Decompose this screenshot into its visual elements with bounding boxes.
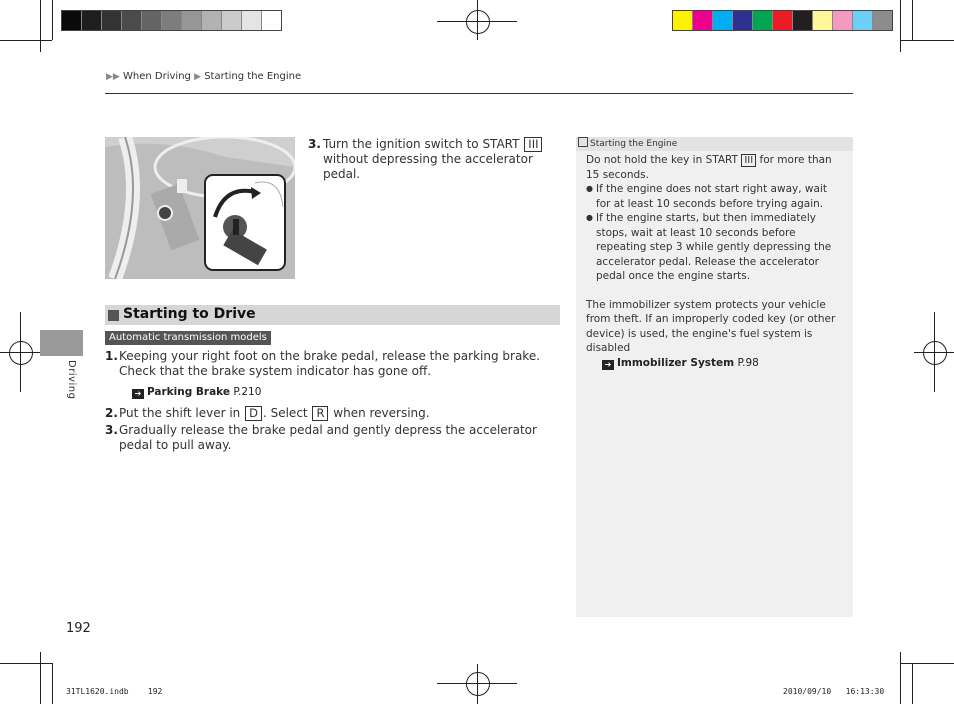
- list-item: [105, 406, 555, 421]
- color-swatch: [102, 11, 122, 30]
- footer-date: 2010/09/10: [783, 687, 832, 696]
- section-header: [105, 305, 560, 325]
- footer-page: 192: [147, 687, 163, 696]
- note-paragraph: [586, 153, 844, 182]
- color-swatch: [62, 11, 82, 30]
- reference-page: P.98: [737, 356, 759, 369]
- ignition-illustration: [105, 137, 295, 279]
- step-number: 2.: [105, 406, 118, 420]
- notes-body: [586, 153, 844, 370]
- parking-brake-reference[interactable]: [132, 385, 555, 400]
- step-text: Keeping your right foot on the brake pedal, release the parking brake. Check that the brake system indicator has gone off.: [119, 349, 541, 378]
- color-swatch: [813, 11, 833, 30]
- steps-list: [105, 349, 555, 453]
- notes-header: [576, 137, 853, 151]
- ignition-step: [308, 137, 558, 182]
- color-swatch: [142, 11, 162, 30]
- color-swatch: [853, 11, 873, 30]
- immobilizer-reference[interactable]: [602, 356, 844, 371]
- color-swatch: [262, 11, 281, 30]
- color-swatch: [82, 11, 102, 30]
- color-swatch: [833, 11, 853, 30]
- note-text: for more than 15 seconds.: [586, 154, 832, 181]
- list-item: ● If the engine does not start right away, wait for at least 10 seconds before trying again.: [586, 182, 844, 211]
- color-swatch: [673, 11, 693, 30]
- footer-time: 16:13:30: [845, 687, 885, 696]
- note-icon: [578, 137, 588, 147]
- color-swatch: [793, 11, 813, 30]
- notes-title: Starting the Engine: [590, 139, 678, 149]
- breadcrumb: [106, 71, 301, 82]
- notes-panel: [576, 137, 853, 617]
- header-rule: [105, 93, 853, 94]
- step-text: without depressing the accelerator pedal.: [323, 152, 533, 181]
- breadcrumb-arrow-icon: ▶▶: [106, 72, 120, 82]
- color-swatch: [122, 11, 142, 30]
- shift-position-d-key: D: [245, 406, 262, 421]
- footer-file: [66, 687, 162, 696]
- color-swatch: [873, 11, 892, 30]
- reference-arrow-icon: ➔: [602, 360, 614, 370]
- color-swatch: [182, 11, 202, 30]
- breadcrumb-arrow-icon: ▶: [194, 72, 202, 82]
- color-swatch: [753, 11, 773, 30]
- color-swatch: [713, 11, 733, 30]
- color-swatch-bar: [672, 10, 893, 31]
- step-text: when reversing.: [333, 406, 430, 420]
- color-swatch: [773, 11, 793, 30]
- model-tag: Automatic transmission models: [105, 331, 271, 345]
- breadcrumb-level1[interactable]: When Driving: [123, 71, 191, 82]
- color-swatch: [242, 11, 262, 30]
- ignition-position-key: III: [524, 137, 542, 152]
- color-swatch: [162, 11, 182, 30]
- list-item: ● If the engine starts, but then immediately stops, wait at least 10 seconds before repeating step 3 while gently depressing the accelerator pedal. Release the accelerator pedal once the engine starts.: [586, 211, 844, 284]
- footer-timestamp: [783, 687, 884, 696]
- ignition-position-key: III: [741, 154, 756, 167]
- step-text: Put the shift lever in: [119, 406, 241, 420]
- page-number: 192: [66, 621, 91, 636]
- reference-page: P.210: [233, 386, 262, 398]
- section-title: Starting to Drive: [123, 306, 256, 322]
- step-text: . Select: [262, 406, 308, 420]
- note-text: Do not hold the key in START: [586, 154, 738, 166]
- section-square-icon: [108, 310, 119, 321]
- chapter-tab[interactable]: [40, 330, 83, 356]
- step-text: Turn the ignition switch to START: [323, 137, 520, 151]
- step-number: 3.: [308, 137, 321, 151]
- footer-filename: 31TL1620.indb: [66, 687, 129, 696]
- step-number: 3.: [105, 423, 118, 437]
- step-number: 1.: [105, 349, 118, 363]
- reference-arrow-icon: ➔: [132, 389, 144, 399]
- shift-position-r-key: R: [312, 406, 328, 421]
- color-swatch: [733, 11, 753, 30]
- note-paragraph: The immobilizer system protects your vehicle from theft. If an improperly coded key (or other device) is used, the engine's fuel system is disabled: [586, 298, 836, 354]
- color-swatch: [202, 11, 222, 30]
- note-bullets: [586, 182, 844, 284]
- step-text: Gradually release the brake pedal and gently depress the accelerator pedal to pull away.: [119, 423, 537, 452]
- color-swatch: [693, 11, 713, 30]
- breadcrumb-level2: Starting the Engine: [204, 71, 302, 82]
- list-item: [105, 423, 555, 453]
- chapter-label: Driving: [66, 360, 77, 400]
- grayscale-swatch-bar: [61, 10, 282, 31]
- list-item: [105, 349, 555, 379]
- color-swatch: [222, 11, 242, 30]
- reference-label: Immobilizer System: [617, 356, 735, 369]
- reference-label: Parking Brake: [147, 386, 230, 398]
